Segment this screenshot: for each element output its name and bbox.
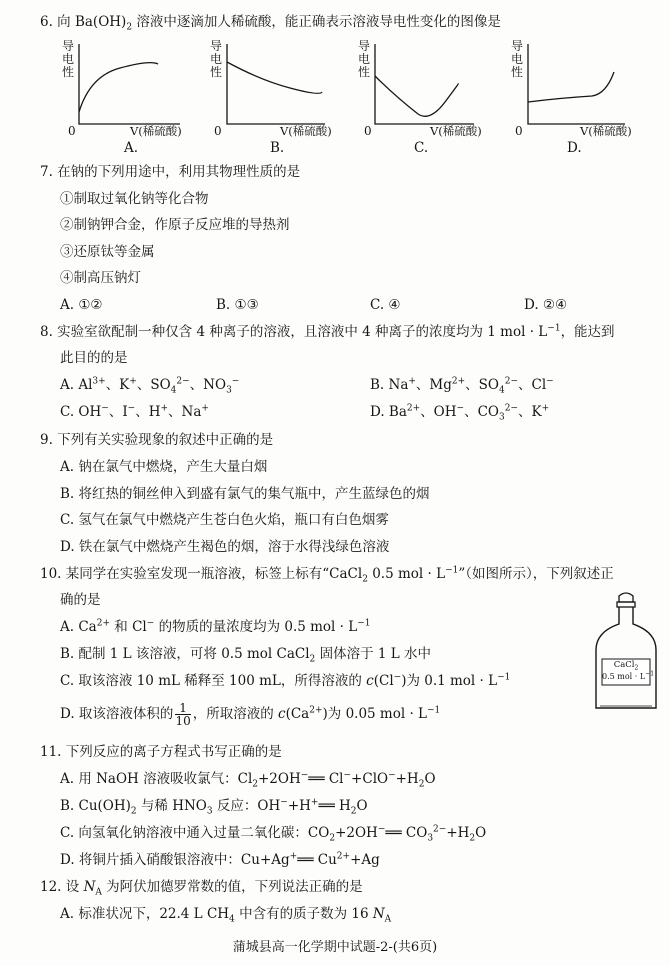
page-footer: 蒲城县高一化学期中试题-2-(共6页) — [232, 940, 438, 955]
q6-ylabel-c: 导 电 性 — [358, 39, 371, 79]
q7-stem: 7. 在钠的下列用途中，利用其物理性质的是 — [40, 164, 301, 180]
q9-option-b: B. 将红热的铜丝伸入到盛有氯气的集气瓶中，产生蓝绿色的烟 — [60, 486, 430, 502]
q11-stem: 11. 下列反应的离子方程式书写正确的是 — [40, 744, 282, 760]
q8-option-d: D. $Ba^{2+}$、OH−、$CO_3^{2-}$、K+ — [370, 403, 550, 423]
q7-option-a: A. ①② — [60, 297, 103, 313]
q7-option-b: B. ①③ — [216, 297, 259, 313]
q8-stem-cont: 此目的的是 — [60, 350, 128, 366]
q6-stem: 6. 向 $Ba(OH)_2$ 溶液中逐滴加人稀硫酸，能正确表示溶液导电性变化的图像是 — [40, 14, 501, 33]
q6-option-c: C. — [414, 140, 429, 156]
q10-stem-cont: 确的是 — [60, 592, 101, 608]
q6-ylabel-b: 导 电 性 — [210, 39, 223, 79]
q6-origin-b: 0 — [214, 124, 222, 138]
q6-origin-a: 0 — [68, 124, 76, 138]
q7-option-d: D. ②④ — [524, 297, 568, 313]
q6-xlabel-c: V(稀硫酸) — [430, 124, 482, 138]
q11-option-b: B. $Cu(OH)_2$ 与稀 $HNO_3$ 反应：OH−+H+══ $H_2O$ — [60, 797, 368, 817]
q8-stem: 8. 实验室欲配制一种仅含 4 种离子的溶液，且溶液中 4 种离子的浓度均为 1 mol · $L^{-1}$，能达到 — [40, 323, 615, 340]
q8-option-a: A. $Al^{3+}$、K+、$SO_4^{2-}$、$NO_3^-$ — [60, 376, 240, 396]
q7-item-3: ③还原钛等金属 — [60, 244, 155, 260]
q10-option-b: B. 配制 1 L 该溶液，可将 0.5 mol CaCl$_2$ 固体溶于 1 L 水中 — [60, 646, 432, 665]
q6-xlabel-b: V(稀硫酸) — [280, 124, 332, 138]
q9-option-a: A. 钠在氯气中燃烧，产生大量白烟 — [60, 459, 268, 475]
q6-xlabel-d: V(稀硫酸) — [580, 124, 632, 138]
q6-graph-d — [528, 44, 625, 124]
q9-option-c: C. 氢气在氯气中燃烧产生苍白色火焰，瓶口有白色烟雾 — [60, 512, 389, 528]
q6-graph-a — [79, 44, 180, 124]
q11-option-c: C. 向氢氧化钠溶液中通入过量二氧化碳：$CO_2+2OH^-══$ $CO_3^{2-}+H_2O$ — [60, 824, 487, 844]
q7-option-c: C. ④ — [370, 297, 401, 313]
q11-option-a: A. 用 NaOH 溶液吸收氯气：$Cl_2+2OH^-══$ $Cl^-+ClO^-+H_2O$ — [60, 770, 436, 790]
q12-stem: 12. 设 $N_A$ 为阿伏加德罗常数的值，下列说法正确的是 — [40, 879, 363, 898]
reagent-bottle-image — [590, 590, 662, 712]
q6-graph-b — [227, 44, 325, 124]
q10-option-a: A. $Ca^{2+}$ 和 Cl− 的物质的量浓度均为 0.5 mol · $L^{-1}$ — [60, 618, 371, 635]
q6-option-b: B. — [270, 140, 285, 156]
q6-ylabel-a: 导 电 性 — [62, 39, 75, 79]
q6-option-a: A. — [124, 140, 139, 156]
q10-option-c: C. 取该溶液 10 mL 稀释至 100 mL，所得溶液的 c(Cl−)为 0.1 mol · $L^{-1}$ — [60, 672, 511, 689]
q9-option-d: D. 铁在氯气中燃烧产生褐色的烟，溶于水得浅绿色溶液 — [60, 539, 390, 555]
q6-option-d: D. — [567, 140, 582, 156]
q10-option-d: D. 取该溶液体积的 $\frac{1}{10}$ ，所取溶液的 $c(Ca^{2+})$为 0.05 mol · $L^{-1}$ — [60, 701, 441, 728]
q8-option-b: B. Na+、$Mg^{2+}$、$SO_4^{2-}$、Cl− — [370, 376, 554, 396]
fraction-one-tenth: $\frac{1}{10}$ — [175, 701, 191, 728]
q8-option-c: C. OH−、I−、H+、Na+ — [60, 403, 209, 420]
q6-xlabel-a: V(稀硫酸) — [130, 124, 182, 138]
q6-ylabel-d: 导 电 性 — [511, 39, 524, 79]
q7-item-2: ②制钠钾合金，作原子反应堆的导热剂 — [60, 217, 290, 233]
q7-item-1: ①制取过氧化钠等化合物 — [60, 191, 209, 207]
q11-option-d: D. 将铜片插入硝酸银溶液中：Cu+Ag+══ $Cu^{2+}+Ag$ — [60, 851, 380, 868]
q6-origin-d: 0 — [515, 124, 523, 138]
q7-item-4: ④制高压钠灯 — [60, 270, 141, 286]
bottle-label-concentration: 0.5 mol · $L^{-1}$ — [602, 670, 655, 681]
bottle-label-formula: CaCl$_2$ — [613, 660, 639, 672]
q6-origin-c: 0 — [364, 124, 372, 138]
q10-stem: 10. 某同学在实验室发现一瓶溶液，标签上标有“CaCl$_2$ 0.5 mol · $L^{-1}$”（如图所示），下列叙述正 — [40, 565, 614, 585]
q6-graph-c — [375, 44, 474, 124]
q12-option-a: A. 标准状况下，22.4 L $CH_4$ 中含有的质子数为 16 $N_A$ — [60, 906, 392, 925]
q9-stem: 9. 下列有关实验现象的叙述中正确的是 — [40, 432, 274, 448]
